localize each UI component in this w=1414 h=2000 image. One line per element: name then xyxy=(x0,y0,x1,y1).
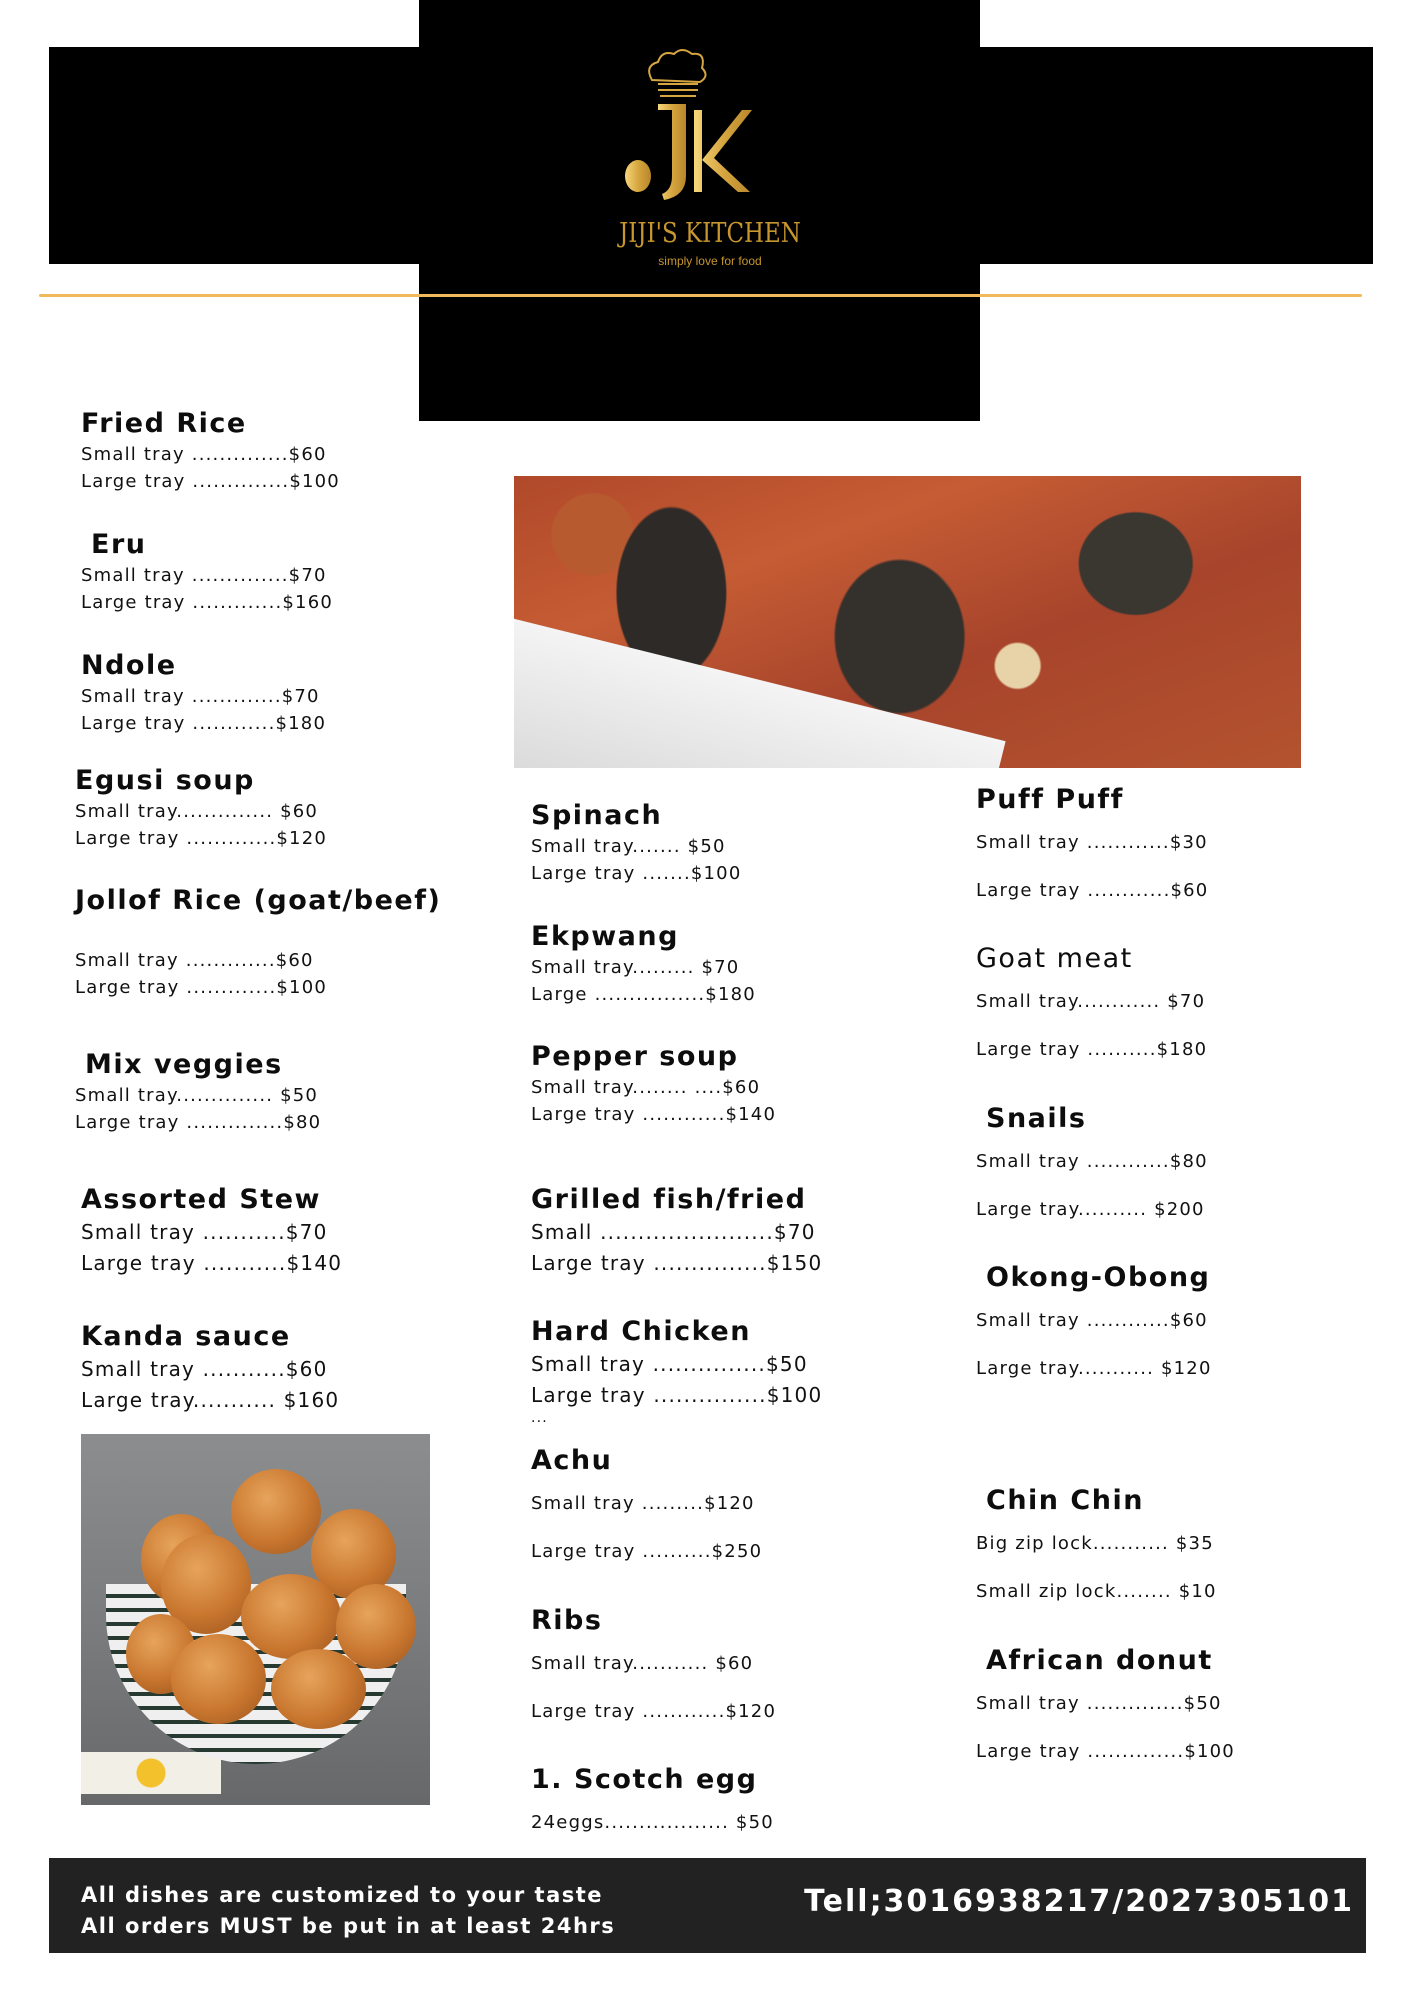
item-price-row: Large tray ...............$100 xyxy=(531,1383,823,1407)
menu-item-assorted-stew xyxy=(81,1183,342,1279)
item-price-row: Large tray ............$120 xyxy=(531,1701,777,1722)
item-price-row: Large tray ..............$100 xyxy=(976,1741,1235,1762)
item-price-row: Large tray.......... $200 xyxy=(976,1199,1205,1220)
menu-item-ribs xyxy=(531,1604,776,1736)
item-price-row: Small tray........ ....$60 xyxy=(531,1077,761,1098)
brand-tagline: simply love for food xyxy=(658,254,762,268)
menu-item-scotch-egg xyxy=(531,1763,774,1847)
item-price-row: Large tray ............$140 xyxy=(531,1104,777,1125)
item-name: Okong-Obong xyxy=(986,1262,1211,1293)
item-price-row: Small tray .............$70 xyxy=(81,686,320,707)
item-price-row: Small tray....... $50 xyxy=(531,836,726,857)
item-price-row: 24eggs.................. $50 xyxy=(531,1812,774,1833)
item-name: Pepper soup xyxy=(531,1041,739,1072)
brand-name: JIJI'S KITCHEN xyxy=(619,218,801,249)
item-price-row: Small tray......... $70 xyxy=(531,957,740,978)
menu-item-kanda-sauce xyxy=(81,1320,339,1416)
menu-item-jollof-rice xyxy=(75,884,441,1001)
item-price-row: Small tray ..............$70 xyxy=(81,565,327,586)
item-price-row: Small tray .........$120 xyxy=(531,1493,755,1514)
item-name: Spinach xyxy=(531,800,663,831)
menu-item-ekpwang xyxy=(531,920,756,1008)
item-name: Jollof Rice (goat/beef) xyxy=(75,885,442,916)
logo xyxy=(560,40,860,268)
footer-phone: Tell;3016938217/2027305101 xyxy=(804,1884,1354,1919)
item-price-row: Small tray ..............$50 xyxy=(976,1693,1222,1714)
item-price-row: Large tray ..........$250 xyxy=(531,1541,763,1562)
menu-item-mix-veggies xyxy=(75,1048,321,1136)
item-name: Egusi soup xyxy=(75,765,255,796)
item-price-row: Small tray........... $60 xyxy=(531,1653,754,1674)
item-name: African donut xyxy=(986,1645,1213,1676)
item-price-row: Small tray ............$30 xyxy=(976,832,1208,853)
menu-item-pepper-soup xyxy=(531,1040,776,1128)
item-price-row: Large tray .......$100 xyxy=(531,863,742,884)
item-price-row: Large tray ..........$180 xyxy=(976,1039,1208,1060)
napkin xyxy=(81,1752,221,1794)
item-name: Grilled fish/fried xyxy=(531,1184,807,1215)
menu-item-african-donut xyxy=(976,1644,1235,1776)
chef-hat-jk-monogram-icon xyxy=(560,40,860,220)
item-price-row: Small zip lock........ $10 xyxy=(976,1581,1217,1602)
menu-item-grilled-fish xyxy=(531,1183,822,1279)
item-price-row: Small tray............ $70 xyxy=(976,991,1206,1012)
item-price-row: Small .......................$70 xyxy=(531,1220,816,1244)
item-price-row: Small tray ............$80 xyxy=(976,1151,1208,1172)
menu-item-fried-rice xyxy=(81,407,340,495)
item-price-row: Large tray .............$100 xyxy=(75,977,328,998)
item-price-row: Large tray........... $120 xyxy=(976,1358,1212,1379)
menu-item-goat-meat xyxy=(976,942,1207,1074)
puff xyxy=(241,1574,341,1659)
item-price-row: Large tray........... $160 xyxy=(81,1388,340,1412)
item-price-row: Small tray.............. $60 xyxy=(75,801,319,822)
item-name: Mix veggies xyxy=(85,1049,283,1080)
item-price-row: Large tray ............$60 xyxy=(976,880,1209,901)
item-name: Hard Chicken xyxy=(531,1316,751,1347)
item-name: Eru xyxy=(91,529,147,560)
item-price-row: Large tray ..............$80 xyxy=(75,1112,322,1133)
footer-note-customized: All dishes are customized to your taste xyxy=(81,1883,604,1907)
menu-item-egusi-soup xyxy=(75,764,327,852)
menu-item-snails xyxy=(976,1102,1208,1234)
menu-item-ndole xyxy=(81,649,326,737)
item-name: Fried Rice xyxy=(81,408,247,439)
item-name: Kanda sauce xyxy=(81,1321,291,1352)
item-name: Ekpwang xyxy=(531,921,679,952)
footer-bar xyxy=(49,1858,1366,1953)
item-price-row: Small tray.............. $50 xyxy=(75,1085,319,1106)
menu-item-chin-chin xyxy=(976,1484,1217,1616)
item-name: Puff Puff xyxy=(976,784,1124,815)
menu-item-hard-chicken xyxy=(531,1315,822,1425)
item-price-row: Large tray ..............$100 xyxy=(81,471,340,492)
item-price-row: Large tray .............$160 xyxy=(81,592,334,613)
puff xyxy=(231,1469,321,1554)
item-name: Goat meat xyxy=(976,943,1133,974)
tray xyxy=(514,615,1006,768)
item-name: Assorted Stew xyxy=(81,1184,321,1215)
item-price-row: Large tray .............$120 xyxy=(75,828,328,849)
item-name: Chin Chin xyxy=(986,1485,1144,1516)
item-price-row: Small tray ..............$60 xyxy=(81,444,327,465)
item-price-row: Large ................$180 xyxy=(531,984,756,1005)
puff-puff-photo xyxy=(81,1434,430,1805)
item-name: 1. Scotch egg xyxy=(531,1764,758,1795)
menu-item-achu xyxy=(531,1444,762,1576)
puff xyxy=(271,1649,366,1729)
puff xyxy=(336,1584,416,1669)
item-price-row: Large tray ...........$140 xyxy=(81,1251,343,1275)
item-price-row: Big zip lock........... $35 xyxy=(976,1533,1214,1554)
item-name: Achu xyxy=(531,1445,613,1476)
item-name: Ndole xyxy=(81,650,177,681)
item-price-row: Small tray ............$60 xyxy=(976,1310,1208,1331)
pepper-stew-photo xyxy=(514,476,1301,768)
ellipsis-text: ... xyxy=(531,1410,548,1426)
item-price-row: Small tray ...........$70 xyxy=(81,1220,328,1244)
footer-notes xyxy=(81,1880,615,1942)
menu-item-okong-obong xyxy=(976,1261,1212,1393)
footer-note-order-lead-time: All orders MUST be put in at least 24hrs xyxy=(81,1914,616,1938)
gold-divider xyxy=(39,294,1362,297)
menu-item-eru xyxy=(81,528,333,616)
puff xyxy=(171,1634,266,1724)
item-price-row: Small tray ...............$50 xyxy=(531,1352,808,1376)
item-price-row: Large tray ............$180 xyxy=(81,713,327,734)
item-price-row: Large tray ...............$150 xyxy=(531,1251,823,1275)
item-price-row: Small tray .............$60 xyxy=(75,950,314,971)
item-name: Snails xyxy=(986,1103,1087,1134)
item-name: Ribs xyxy=(531,1605,603,1636)
menu-item-spinach xyxy=(531,799,742,887)
menu-item-puff-puff xyxy=(976,783,1208,915)
item-price-row: Small tray ...........$60 xyxy=(81,1357,328,1381)
